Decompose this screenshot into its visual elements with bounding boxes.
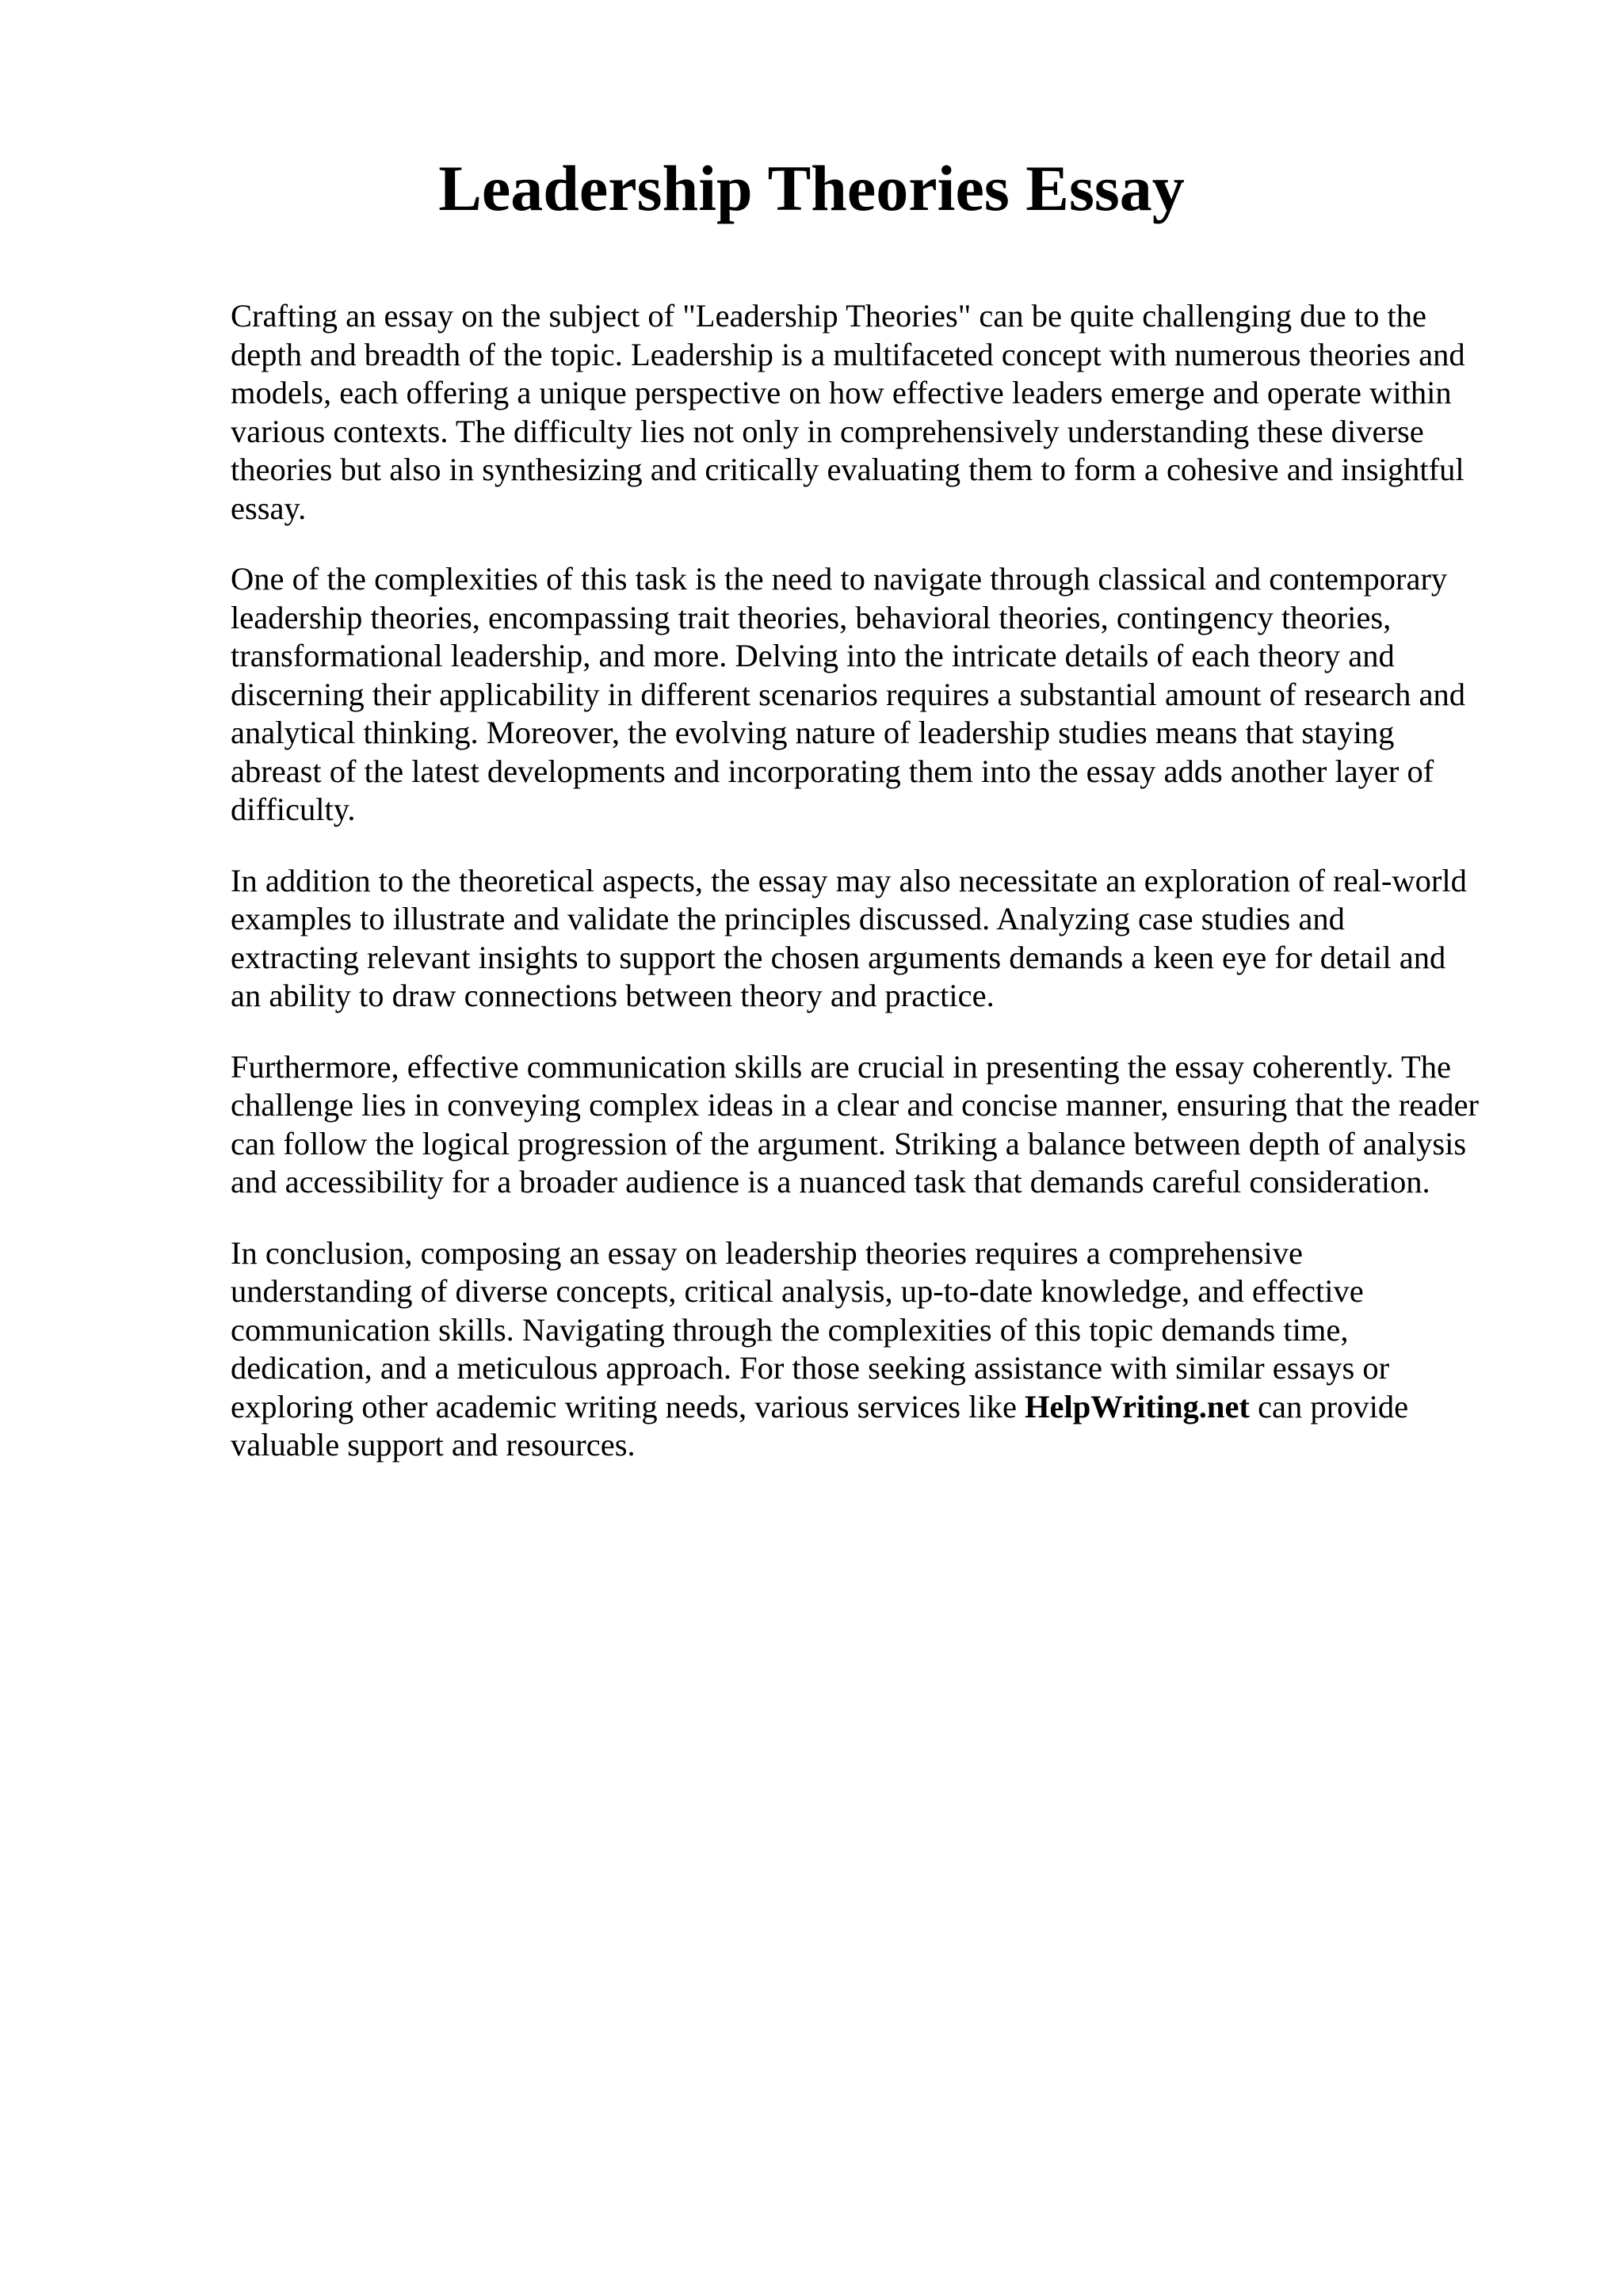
- text-line: analytical thinking. Moreover, the evolving nature of leadership studies means that staying: [231, 715, 1395, 750]
- text-line: can follow the logical progression of the argument. Striking a balance between depth of analysis: [231, 1125, 1467, 1161]
- text-line: theories but also in synthesizing and critically evaluating them to form a cohesive and insightful: [231, 452, 1465, 487]
- link-line-suffix: can provide: [1249, 1388, 1409, 1425]
- text-line: One of the complexities of this task is the need to navigate through classical and contemporary: [231, 561, 1448, 597]
- text-line: Furthermore, effective communication skills are crucial in presenting the essay coherently. The: [231, 1048, 1451, 1085]
- text-line: and accessibility for a broader audience is a nuanced task that demands careful consideration.: [231, 1164, 1430, 1199]
- text-line-with-link: [231, 1388, 1522, 1427]
- text-line: various contexts. The difficulty lies not only in comprehensively understanding these diverse: [231, 413, 1424, 449]
- text-line: discerning their applicability in different scenarios requires a substantial amount of research and: [231, 676, 1465, 712]
- text-line: challenge lies in conveying complex ideas in a clear and concise manner, ensuring that the reader: [231, 1087, 1479, 1123]
- text-line: dedication, and a meticulous approach. For those seeking assistance with similar essays or: [231, 1350, 1390, 1386]
- text-line: abreast of the latest developments and incorporating them into the essay adds another layer of: [231, 753, 1434, 789]
- essay-body: [231, 297, 1522, 1497]
- text-line: models, each offering a unique perspective on how effective leaders emerge and operate within: [231, 375, 1452, 410]
- text-line: difficulty.: [231, 791, 356, 827]
- text-line: understanding of diverse concepts, critical analysis, up-to-date knowledge, and effective: [231, 1273, 1364, 1309]
- text-line: In addition to the theoretical aspects, the essay may also necessitate an exploration of real-world: [231, 862, 1467, 898]
- text-line: In conclusion, composing an essay on leadership theories requires a comprehensive: [231, 1234, 1303, 1271]
- paragraph-1: [231, 297, 1522, 528]
- text-line: communication skills. Navigating through the complexities of this topic demands time,: [231, 1311, 1349, 1348]
- paragraph-5: [231, 1234, 1522, 1465]
- text-line: essay.: [231, 490, 307, 526]
- paragraph-3: [231, 862, 1522, 1016]
- text-line: leadership theories, encompassing trait theories, behavioral theories, contingency theories,: [231, 599, 1392, 635]
- paragraph-4: [231, 1048, 1522, 1202]
- document-title: Leadership Theories Essay: [438, 152, 1185, 224]
- link-line-prefix: exploring other academic writing needs, various services like: [231, 1388, 1025, 1425]
- text-line: an ability to draw connections between theory and practice.: [231, 978, 995, 1013]
- paragraph-2: [231, 560, 1522, 830]
- text-line: depth and breadth of the topic. Leadership is a multifaceted concept with numerous theories and: [231, 336, 1465, 372]
- text-line: valuable support and resources.: [231, 1427, 636, 1463]
- helpwriting-link[interactable]: HelpWriting.net: [1025, 1388, 1250, 1425]
- text-line: transformational leadership, and more. Delving into the intricate details of each theory and: [231, 638, 1395, 673]
- text-line: examples to illustrate and validate the principles discussed. Analyzing case studies and: [231, 901, 1345, 936]
- text-line: Crafting an essay on the subject of "Leadership Theories" can be quite challenging due to the: [231, 298, 1426, 334]
- text-line: extracting relevant insights to support the chosen arguments demands a keen eye for detail and: [231, 939, 1446, 975]
